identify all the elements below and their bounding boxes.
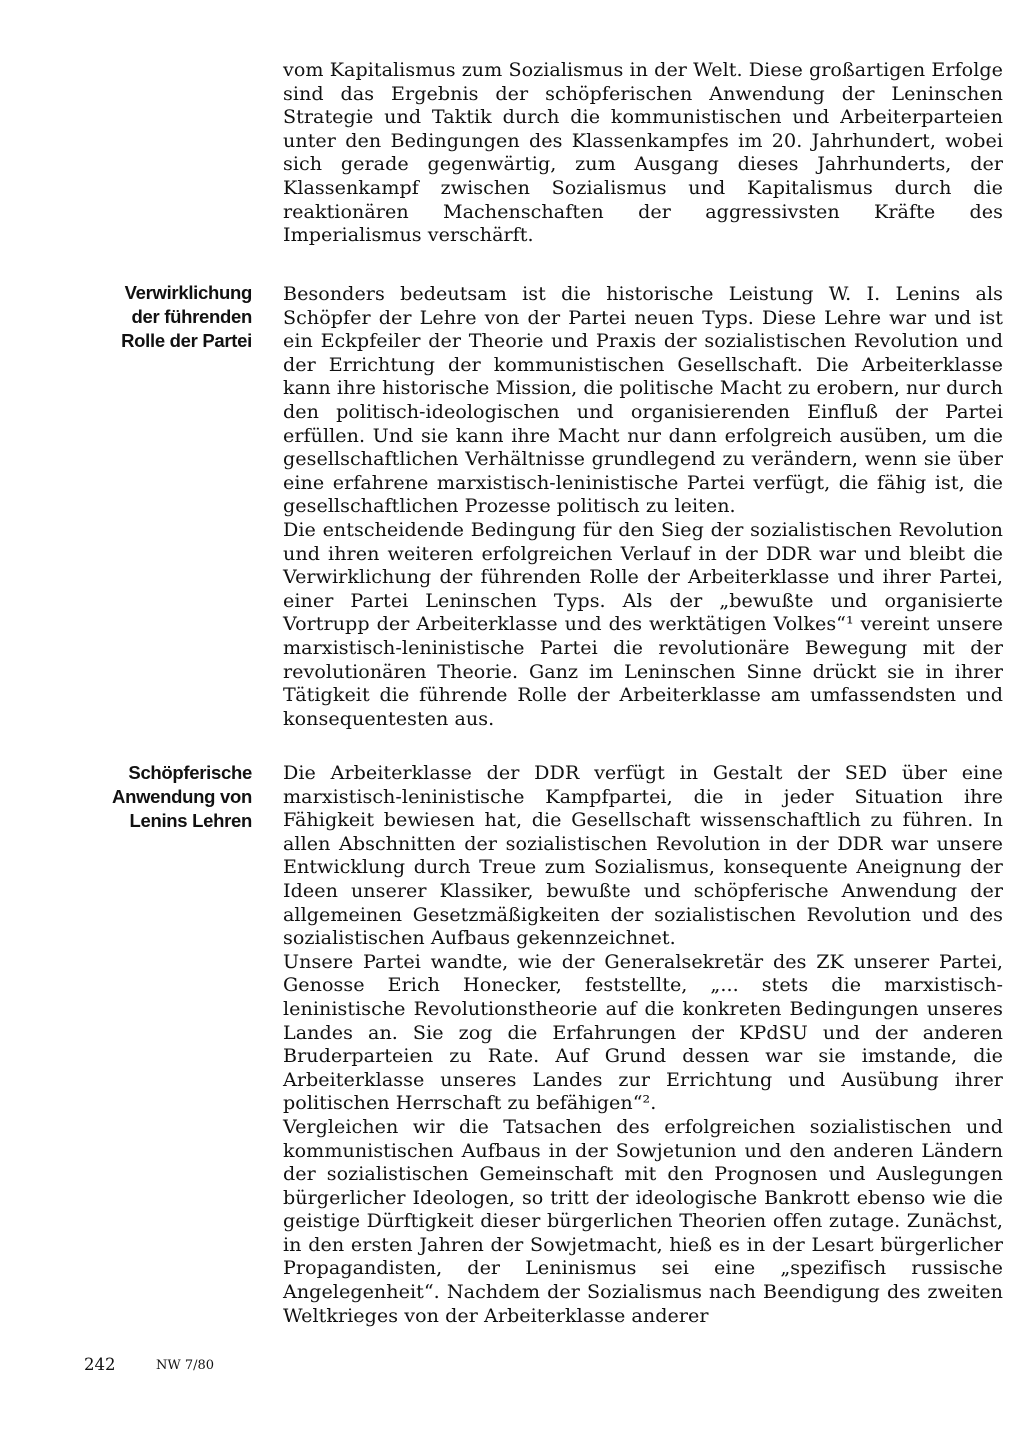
section2-paragraph: Unsere Partei wandte, wie der Generalsekretär des ZK unserer Partei, Genosse Erich Honecker, feststellte, „... stets die marxistisch-leninistische Revolutionstheorie auf die konkreten Bedingungen unseres Landes an. Sie zog die Erfahrungen der KPdSU und der anderen Bruderparteien zu Rate. Auf Grund dessen war sie imstande, die Arbeiterklasse unseres Landes zur Errichtung und Ausübung ihrer politischen Herrschaft zu befähigen“². [283, 949, 1003, 1115]
section2-heading-line: Anwendung von [112, 786, 252, 807]
issue-label: NW 7/80 [156, 1358, 215, 1373]
section2-marginal-heading [40, 761, 252, 833]
page-number: 242 [84, 1355, 116, 1374]
section2-paragraph: Die Arbeiterklasse der DDR verfügt in Gestalt der SED über eine marxistisch-leninistische Kampfpartei, die in jeder Situation ihre Fähigkeit bewiesen hat, die Gesellschaft wissenschaftlich zu führen. In allen Abschnitten der sozialistischen Revolution in der DDR war unsere Entwicklung durch Treue zum Sozialismus, konsequente Aneignung der Ideen unserer Klassiker, bewußte und schöpferische Anwendung der allgemeinen Gesetzmäßigkeiten der sozialistischen Revolution und des sozialistischen Aufbaus gekennzeichnet. [283, 761, 1003, 950]
section2-heading-line: Schöpferische [128, 762, 252, 783]
section2-paragraph: Vergleichen wir die Tatsachen des erfolgreichen sozialistischen und kommunistischen Aufbaus in der Sowjetunion und den anderen Ländern der sozialistischen Gemeinschaft mit den Prognosen und Auslegungen bürgerlicher Ideologen, so tritt der ideologische Bankrott ebenso wie die geistige Dürftigkeit dieser bürgerlichen Theorien offen zutage. Zunächst, in den ersten Jahren der Sowjetmacht, hieß es in der Lesart bürgerlicher Propagandisten, der Leninismus sei eine „spezifisch russische Angelegenheit“. Nachdem der Sozialismus nach Beendigung des zweiten Weltkrieges von der Arbeiterklasse anderer [283, 1114, 1003, 1327]
section2-heading-line: Lenins Lehren [129, 810, 252, 831]
section1-paragraph: Besonders bedeutsam ist die historische Leistung W. I. Lenins als Schöpfer der Lehre von der Partei neuen Typs. Diese Lehre war und ist ein Eckpfeiler der Theorie und Praxis der sozialistischen Revolution und der Errichtung der kommunistischen Gesellschaft. Die Arbeiterklasse kann ihre historische Mission, die politische Macht zu erobern, nur durch den politisch-ideologischen und organisierenden Einfluß der Partei erfüllen. Und sie kann ihre Macht nur dann erfolgreich ausüben, um die gesellschaftlichen Verhältnisse grundlegend zu verändern, wenn sie über eine erfahrene marxistisch-leninistische Partei verfügt, die fähig ist, die gesellschaftlichen Prozesse politisch zu leiten. [283, 282, 1003, 518]
section1-heading-line: der führenden [131, 306, 252, 327]
section1-heading-line: Verwirklichung [124, 282, 252, 303]
intro-paragraph: vom Kapitalismus zum Sozialismus in der Welt. Diese großartigen Erfolge sind das Ergebnis der schöpferischen Anwendung der Leninschen Strategie und Taktik durch die kommunistischen und Arbeiterparteien unter den Bedingungen des Klassenkampfes im 20. Jahrhundert, wobei sich gerade gegenwärtig, zum Ausgang dieses Jahrhunderts, der Klassenkampf zwischen Sozialismus und Kapitalismus durch die reaktionären Machenschaften der aggressivsten Kräfte des Imperialismus verschärft. [283, 58, 1003, 247]
section1-marginal-heading [40, 281, 252, 353]
section1-heading-line: Rolle der Partei [121, 330, 252, 351]
page-footer [84, 1355, 215, 1375]
section1-body [283, 282, 1003, 730]
section1-paragraph: Die entscheidende Bedingung für den Sieg der sozialistischen Revolution und ihren weiteren erfolgreichen Verlauf in der DDR war und bleibt die Verwirklichung der führenden Rolle der Arbeiterklasse und ihrer Partei, einer Partei Leninschen Typs. Als der „bewußte und organisierte Vortrupp der Arbeiterklasse und des werktätigen Volkes“¹ vereint unsere marxistisch-leninistische Partei die revolutionäre Bewegung mit der revolutionären Theorie. Ganz im Leninschen Sinne drückt sie in ihrer Tätigkeit die führende Rolle der Arbeiterklasse am umfassendsten und konsequentesten aus. [283, 517, 1003, 730]
section2-body [283, 761, 1003, 1327]
intro-paragraph-block [283, 58, 1003, 247]
